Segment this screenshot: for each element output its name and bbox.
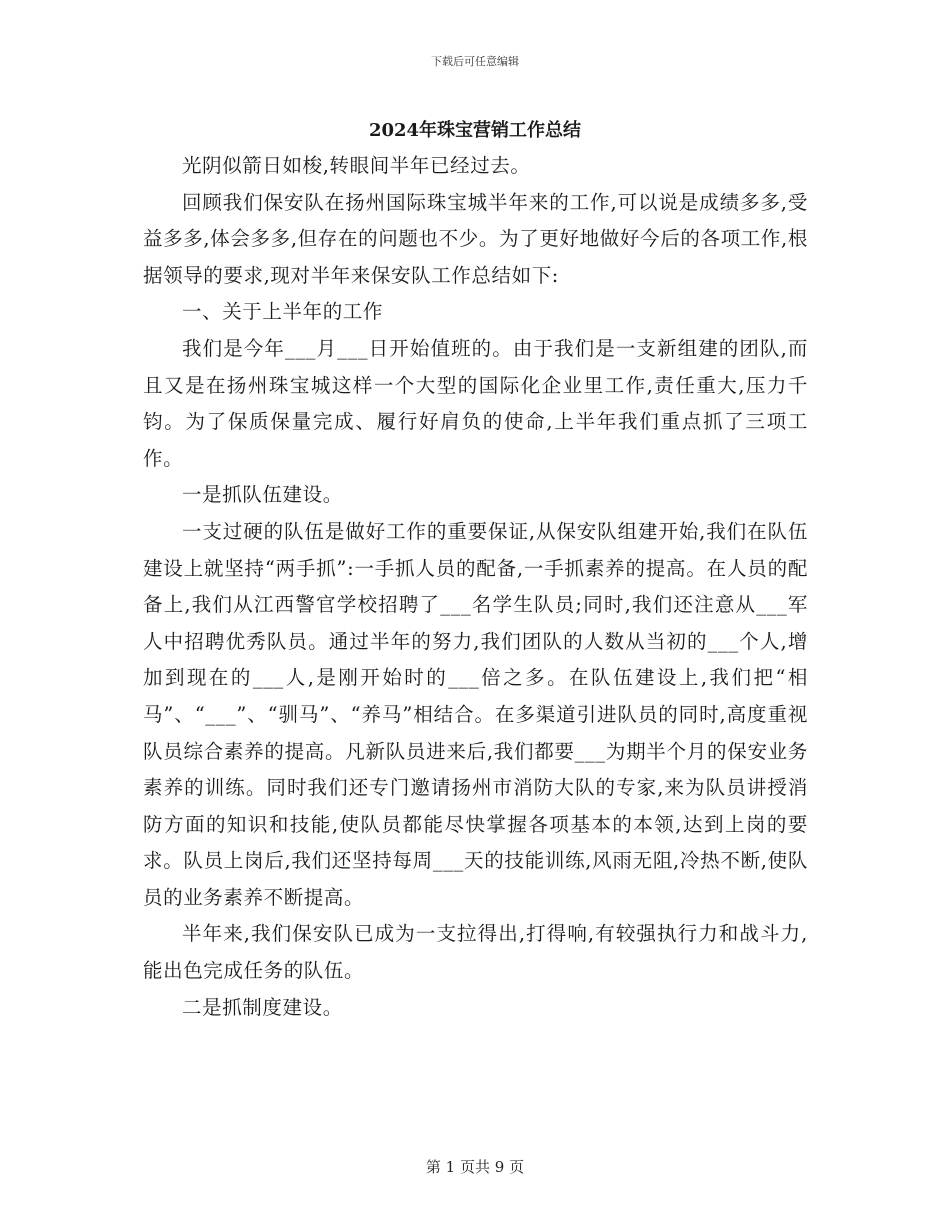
- paragraph-4: 一支过硬的队伍是做好工作的重要保证,从保安队组建开始,我们在队伍建设上就坚持“两手抓”:一手抓人员的配备,一手抓素养的提高。在人员的配备上,我们从江西警官学校招聘了___名学生队员;同时,我们还注意从___军人中招聘优秀队员。通过半年的努力,我们团队的人数从当初的___个人,增加到现在的___人,是刚开始时的___倍之多。在队伍建设上,我们把“相马”、“___”、“驯马”、“养马”相结合。在多渠道引进队员的同时,高度重视队员综合素养的提高。凡新队员进来后,我们都要___为期半个月的保安业务素养的训练。同时我们还专门邀请扬州市消防大队的专家,来为队员讲授消防方面的知识和技能,使队员都能尽快掌握各项基本的本领,达到上岗的要求。队员上岗后,我们还坚持每周___天的技能训练,风雨无阻,冷热不断,使队员的业务素养不断提高。: [143, 519, 808, 909]
- paragraph-1: 光阴似箭日如梭,转眼间半年已经过去。: [182, 154, 531, 177]
- page-number: 第 1 页共 9 页: [425, 1158, 525, 1176]
- paragraph-5: 半年来,我们保安队已成为一支拉得出,打得响,有较强执行力和战斗力,能出色完成任务的队伍。: [143, 922, 808, 983]
- document-title: 2024年珠宝营销工作总结: [368, 120, 582, 141]
- paragraph-3: 我们是今年___月___日开始值班的。由于我们是一支新组建的团队,而且又是在扬州珠宝城这样一个大型的国际化企业里工作,责任重大,压力千钧。为了保质保量完成、履行好肩负的使命,上半年我们重点抓了三项工作。: [143, 336, 808, 470]
- subheading-1: 一是抓队伍建设。: [182, 483, 343, 507]
- subheading-2: 二是抓制度建设。: [182, 995, 343, 1019]
- section-heading-1: 一、关于上半年的工作: [182, 300, 384, 324]
- paragraph-2: 回顾我们保安队在扬州国际珠宝城半年来的工作,可以说是成绩多多,受益多多,体会多多,但存在的问题也不少。为了更好地做好今后的各项工作,根据领导的要求,现对半年来保安队工作总结如下:: [143, 190, 808, 287]
- page-header-note: 下载后可任意编辑: [431, 55, 519, 68]
- document-body: [143, 148, 808, 1026]
